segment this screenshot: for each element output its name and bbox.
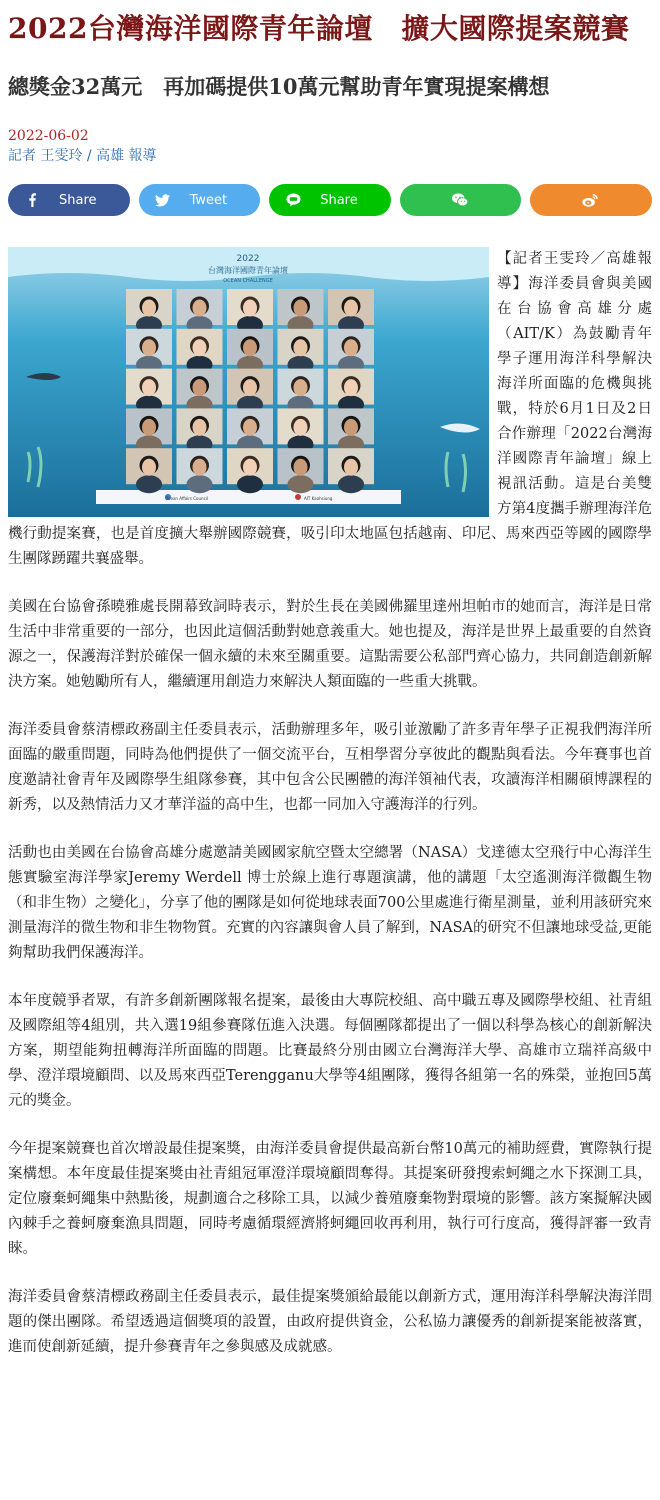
paragraph: 本年度競爭者眾，有許多創新團隊報名提案，最後由大專院校組、高中職五專及國際學校組、社青組及國際組等4組別，共入選19組參賽隊伍進入決選。每個團隊都提出了一個以科學為核心的創新解決方案，期望能夠扭轉海洋所面臨的問題。比賽最終分別由國立台灣海洋大學、高雄市立瑞祥高級中學、澄洋環境顧問、以及馬來西亞Terengganu大學等4組團隊，獲得各組第一名的殊榮，並抱回5萬元的獎金。: [8, 993, 652, 1109]
article-page: [0, 4, 660, 1360]
paragraph: 海洋委員會蔡清標政務副主任委員表示，最佳提案獎頒給最能以創新方式，運用海洋科學解決海洋問題的傑出團隊。希望透過這個獎項的設置，由政府提供資金，公私協力讓優秀的創新提案能被落實，進而使創新延續，提升參賽青年之參與感及成就感。: [8, 1289, 652, 1355]
figure-year: 2022: [236, 254, 260, 264]
figure-footer-left: Ocean Affairs Council: [165, 496, 208, 501]
byline-link[interactable]: 記者 王雯玲 / 高雄 報導: [8, 148, 157, 164]
zoom-meeting-collage: [8, 247, 489, 517]
weibo-share-button[interactable]: [530, 184, 652, 216]
line-share-button[interactable]: [269, 184, 391, 216]
publish-date: 2022-06-02: [8, 128, 89, 144]
line-icon: [285, 192, 301, 208]
article-body: [8, 247, 652, 1360]
facebook-share-label: Share: [59, 192, 97, 208]
wechat-share-button[interactable]: [400, 184, 522, 216]
article-subtitle: 總獎金32萬元 再加碼提供10萬元幫助青年實現提案構想: [8, 74, 550, 99]
paragraph: 今年提案競賽也首次增設最佳提案獎，由海洋委員會提供最高新台幣10萬元的補助經費，實際執行提案構想。本年度最佳提案獎由社青組冠軍澄洋環境顧問奪得。其提案研發搜索蚵繩之水下探測工具，定位廢棄蚵繩集中熱點後，規劃適合之移除工具，以減少養殖廢棄物對環境的影響。該方案擬解決國內棘手之養蚵廢棄漁具問題，同時考慮循環經濟將蚵繩回收再利用，執行可行度高，獲得評審一致青睞。: [8, 1141, 652, 1257]
article-photo: [8, 247, 489, 517]
figure-event-subtitle: OCEAN CHALLENGE: [223, 278, 273, 284]
paragraph: 海洋委員會蔡清標政務副主任委員表示，活動辦理多年，吸引並激勵了許多青年學子正視我們海洋所面臨的嚴重問題，同時為他們提供了一個交流平台，互相學習分享彼此的觀點與看法。今年賽事也首度邀請社會青年及國際學生組隊參賽，其中包含公民團體的海洋領袖代表，攻讀海洋相關碩博課程的新秀，以及熱情活力又才華洋溢的高中生，也都一同加入守護海洋的行列。: [8, 722, 652, 813]
article-title: 2022台灣海洋國際青年論壇 擴大國際提案競賽: [8, 12, 630, 45]
twitter-icon: [155, 192, 171, 208]
figure-event-title: 台灣海洋國際青年論壇: [208, 266, 288, 275]
paragraph: 活動也由美國在台協會高雄分處邀請美國國家航空暨太空總署（NASA）戈達德太空飛行中心海洋生態實驗室海洋學家Jeremy Werdell 博士於線上進行專題演講，他的講題「太空遙測海洋微觀生物（和非生物）之變化」，分享了他的團隊是如何從地球表面700公里處進行衛星測量，並利用該研究來測量海洋的微生物和非生物物質。充實的內容讓與會人員了解到，NASA的研究不但讓地球受益,更能夠幫助我們保護海洋。: [8, 845, 652, 961]
wechat-icon: [452, 192, 468, 208]
paragraph: 美國在台協會孫曉雅處長開幕致詞時表示，對於生長在美國佛羅里達州坦帕市的她而言，海洋是日常生活中非常重要的一部分，也因此這個活動對她意義重大。她也提及，海洋是世界上最重要的自然資源之一，保護海洋對於確保一個永續的未來至關重要。這點需要公私部門齊心協力，共同創造創新解決方案。她勉勵所有人，繼續運用創造力來解決人類面臨的一些重大挑戰。: [8, 599, 652, 690]
twitter-share-label: Tweet: [189, 192, 228, 208]
paragraph: 【記者王雯玲／高雄報導】海洋委員會與美國在台協會高雄分處（AIT/K）為鼓勵青年學子運用海洋科學解決海洋所面臨的危機與挑戰，特於6月1日及2日合作辦理「2022台灣海洋國際青年論壇」線上視訊活動。這是台美雙方第4度攜手辦理海洋危機行動提案賽，也是首度擴大舉辦國際競賽，吸引印太地區包括越南、印尼、馬來西亞等國的國際學生團隊踴躍共襄盛舉。: [8, 251, 652, 567]
figure-footer-right: AIT Kaohsiung: [304, 496, 333, 501]
share-bar: [8, 184, 652, 216]
weibo-icon: [582, 192, 598, 208]
facebook-icon: [24, 192, 40, 208]
twitter-share-button[interactable]: [139, 184, 261, 216]
participant-grid: [126, 289, 374, 493]
facebook-share-button[interactable]: [8, 184, 130, 216]
line-share-label: Share: [320, 192, 358, 208]
